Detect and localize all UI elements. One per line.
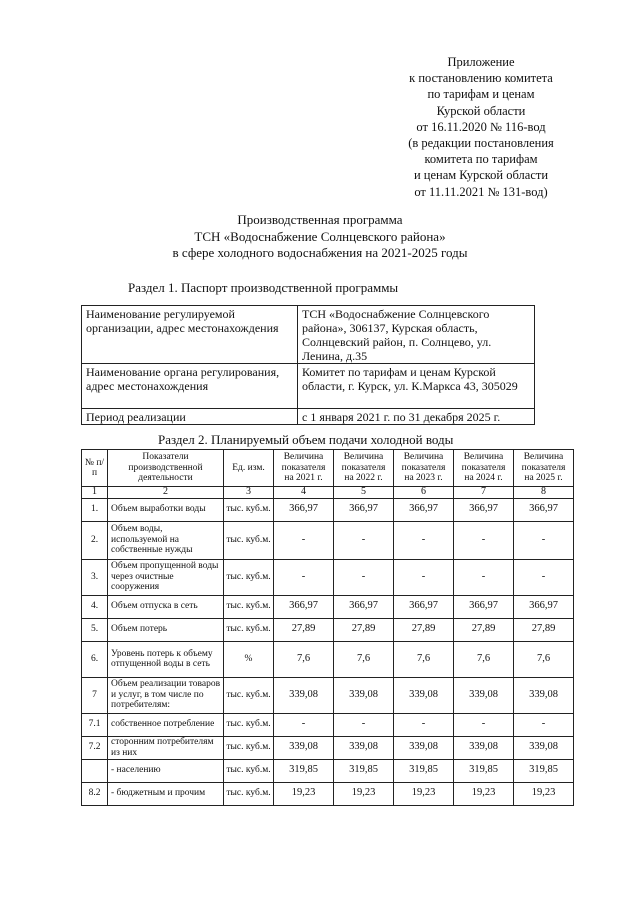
row-value-2021: 19,23 [274,782,334,805]
row-value-2025: 339,08 [514,736,574,759]
column-index: 4 [274,487,334,499]
appendix-line: (в редакции постановления [408,136,554,151]
column-index: 7 [454,487,514,499]
row-indicator: собственное потребление [108,713,224,736]
row-value-2024: 339,08 [454,736,514,759]
appendix-line: Курской области [436,103,526,118]
row-value-2022: 7,6 [334,641,394,677]
appendix-line: Приложение [447,55,515,69]
row-value-2022: - [334,713,394,736]
table-header-row [82,450,574,487]
passport-row [82,306,535,364]
appendix-line: к постановлению комитета [409,71,553,86]
header-2022: Величина показателя на 2022 г. [334,450,394,487]
volume-table [81,449,574,806]
row-value-2023: 366,97 [394,498,454,521]
row-value-2021: - [274,559,334,595]
row-num: 6. [82,641,108,677]
row-value-2025: 7,6 [514,641,574,677]
row-value-2023: 319,85 [394,759,454,782]
row-value-2024: 366,97 [454,498,514,521]
table-row [82,595,574,618]
table-row [82,677,574,713]
header-2024: Величина показателя на 2024 г. [454,450,514,487]
row-value-2022: 19,23 [334,782,394,805]
row-indicator: Объем воды, используемой на собственные нужды [108,521,224,559]
row-value-2024: - [454,713,514,736]
passport-label: Период реализации [82,409,298,425]
column-index: 6 [394,487,454,499]
row-unit: тыс. куб.м. [224,782,274,805]
volume-table-body [82,498,574,805]
row-value-2021: 339,08 [274,736,334,759]
table-row [82,736,574,759]
row-value-2025: 19,23 [514,782,574,805]
row-num: 7 [82,677,108,713]
row-value-2025: 366,97 [514,498,574,521]
row-unit: тыс. куб.м. [224,618,274,641]
column-index: 1 [82,487,108,499]
section-2-heading: Раздел 2. Планируемый объем подачи холодной воды [158,432,454,447]
passport-label: Наименование регулируемой организации, адрес местонахождения [82,306,298,364]
row-value-2024: - [454,559,514,595]
row-indicator: сторонним потребителям из них [108,736,224,759]
passport-label: Наименование органа регулирования, адрес местонахождения [82,364,298,409]
column-index-row [82,487,574,499]
row-value-2024: 19,23 [454,782,514,805]
appendix-line: от 16.11.2020 № 116-вод [416,119,546,134]
row-num: 8.2 [82,782,108,805]
row-value-2023: - [394,521,454,559]
appendix-block [386,54,576,200]
table-row [82,782,574,805]
row-value-2025: 339,08 [514,677,574,713]
row-indicator: Объем отпуска в сеть [108,595,224,618]
row-value-2023: - [394,559,454,595]
table-row [82,498,574,521]
row-value-2024: 366,97 [454,595,514,618]
row-value-2022: 366,97 [334,498,394,521]
passport-table [81,305,535,425]
row-value-2021: 366,97 [274,498,334,521]
row-value-2025: - [514,521,574,559]
row-num: 7.2 [82,736,108,759]
document-title [120,212,520,262]
table-row [82,618,574,641]
header-2023: Величина показателя на 2023 г. [394,450,454,487]
row-unit: тыс. куб.м. [224,521,274,559]
title-line-2: ТСН «Водоснабжение Солнцевского района» [194,228,446,244]
table-row [82,641,574,677]
row-value-2021: - [274,521,334,559]
row-value-2021: 319,85 [274,759,334,782]
passport-value: ТСН «Водоснабжение Солнцевского района», 306137, Курская область, Солнцевский район, п. Солнцево, ул. Ленина, д.35 [298,306,535,364]
row-num: 2. [82,521,108,559]
column-index: 2 [108,487,224,499]
row-value-2022: 366,97 [334,595,394,618]
table-row [82,521,574,559]
row-value-2024: 27,89 [454,618,514,641]
row-unit: тыс. куб.м. [224,498,274,521]
row-value-2025: 27,89 [514,618,574,641]
row-unit: тыс. куб.м. [224,677,274,713]
appendix-line: комитета по тарифам [424,152,538,167]
row-value-2023: 339,08 [394,736,454,759]
row-value-2023: 366,97 [394,595,454,618]
row-value-2025: 366,97 [514,595,574,618]
row-unit: тыс. куб.м. [224,759,274,782]
appendix-line: по тарифам и ценам [427,87,535,102]
passport-row [82,364,535,409]
table-row [82,559,574,595]
header-num: № п/п [82,450,108,487]
passport-row [82,409,535,425]
header-2021: Величина показателя на 2021 г. [274,450,334,487]
passport-value: Комитет по тарифам и ценам Курской области, г. Курск, ул. К.Маркса 43, 305029 [298,364,535,409]
row-unit: % [224,641,274,677]
row-indicator: Объем пропущенной воды через очистные сооружения [108,559,224,595]
section-1-heading: Раздел 1. Паспорт производственной программы [128,280,399,295]
appendix-line: и ценам Курской области [413,168,549,183]
row-value-2022: 319,85 [334,759,394,782]
row-value-2022: 339,08 [334,736,394,759]
row-value-2021: - [274,713,334,736]
row-num: 5. [82,618,108,641]
row-value-2023: 339,08 [394,677,454,713]
row-value-2022: 27,89 [334,618,394,641]
header-indicator: Показатели производственной деятельности [108,450,224,487]
row-value-2023: 19,23 [394,782,454,805]
passport-value: с 1 января 2021 г. по 31 декабря 2025 г. [298,409,535,425]
row-value-2021: 366,97 [274,595,334,618]
column-index: 3 [224,487,274,499]
row-indicator: Объем выработки воды [108,498,224,521]
row-indicator: - бюджетным и прочим [108,782,224,805]
column-index: 5 [334,487,394,499]
row-value-2023: 27,89 [394,618,454,641]
row-indicator: Объем потерь [108,618,224,641]
title-line-1: Производственная программа [237,212,403,227]
row-value-2022: 339,08 [334,677,394,713]
row-value-2021: 27,89 [274,618,334,641]
header-unit: Ед. изм. [224,450,274,487]
title-line-3: в сфере холодного водоснабжения на 2021-2025 годы [172,245,468,260]
row-num: 7.1 [82,713,108,736]
row-num: 4. [82,595,108,618]
row-value-2025: - [514,559,574,595]
row-value-2025: - [514,713,574,736]
row-unit: тыс. куб.м. [224,595,274,618]
row-value-2025: 319,85 [514,759,574,782]
row-num [82,759,108,782]
row-value-2023: 7,6 [394,641,454,677]
row-indicator: Уровень потерь к объему отпущенной воды в сеть [108,641,224,677]
row-unit: тыс. куб.м. [224,713,274,736]
row-value-2024: 319,85 [454,759,514,782]
row-num: 1. [82,498,108,521]
table-row [82,759,574,782]
row-value-2024: 7,6 [454,641,514,677]
header-2025: Величина показателя на 2025 г. [514,450,574,487]
row-indicator: Объем реализации товаров и услуг, в том числе по потребителям: [108,677,224,713]
column-index: 8 [514,487,574,499]
row-value-2023: - [394,713,454,736]
table-row [82,713,574,736]
row-value-2021: 7,6 [274,641,334,677]
row-value-2022: - [334,559,394,595]
row-indicator: - населению [108,759,224,782]
row-num: 3. [82,559,108,595]
row-value-2024: 339,08 [454,677,514,713]
row-value-2024: - [454,521,514,559]
row-value-2022: - [334,521,394,559]
row-unit: тыс. куб.м. [224,559,274,595]
row-unit: тыс. куб.м. [224,736,274,759]
appendix-line: от 11.11.2021 № 131-вод) [414,184,548,199]
row-value-2021: 339,08 [274,677,334,713]
